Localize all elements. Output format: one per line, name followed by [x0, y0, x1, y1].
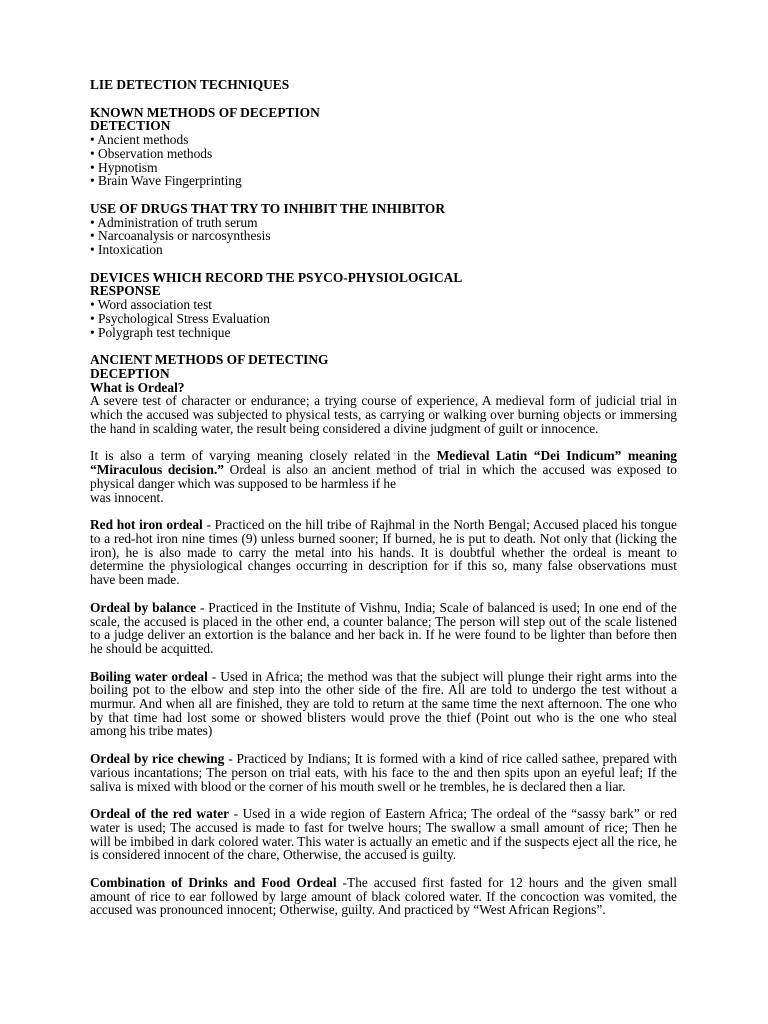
- medieval-latin-term: Medieval Latin “Dei Indicum” meaning “Miraculous decision.”: [90, 448, 677, 478]
- known-methods-section: [90, 106, 677, 188]
- list-item: • Polygraph test technique: [90, 324, 231, 340]
- list-item: • Hypnotism: [90, 159, 158, 175]
- list-item: • Intoxication: [90, 242, 163, 258]
- ancient-methods-heading-cont: DECEPTION: [90, 365, 170, 381]
- devices-heading-cont: RESPONSE: [90, 283, 161, 299]
- drugs-section: [90, 202, 677, 257]
- ordeal-description: - Practiced in the Institute of Vishnu, India; Scale of balanced is used; In one end of the scale, the accused is placed in the other end, a counter balance; The person will step out of the scale listened to a judge deliver an extortion is the balance and her back in. If he were found to be lighter than before then he should be acquitted.: [90, 599, 677, 656]
- ordeal-paragraph-red-hot-iron: [90, 518, 677, 587]
- list-item: • Administration of truth serum: [90, 214, 258, 230]
- ordeal-description: - Practiced by Indians; It is formed with a kind of rice called sathee, prepared with various incantations; The person on trial eats, with his face to the and then spits upon an eyeful leaf; If the saliva is mixed with blood or the corner of his mouth swell or he trembles, he is declared then a liar.: [90, 751, 677, 794]
- list-item: • Observation methods: [90, 145, 213, 161]
- ordeal-paragraph-rice-chewing: [90, 752, 677, 793]
- paragraph-text: Ordeal is also an ancient method of trial in which the accused was exposed to physical danger which was supposed to be harmless if he: [90, 462, 677, 491]
- ordeal-name: Red hot iron ordeal: [90, 517, 203, 533]
- medieval-latin-text: [90, 449, 677, 490]
- ordeal-name: Ordeal of the red water: [90, 806, 230, 822]
- ordeal-subheading: What is Ordeal?: [90, 379, 185, 395]
- known-methods-heading: KNOWN METHODS OF DECEPTION: [90, 104, 320, 120]
- ordeal-description: - Used in a wide region of Eastern Africa; The ordeal of the “sassy bark” or red water is used; The accused is made to fast for twelve hours; The swallow a small amount of rice; Then he will be imbibed in dark colored water. This water is actually an emetic and if the suspects eject all the rice, he is considered innocent of the chare, Otherwise, the accused is guilty.: [90, 806, 677, 863]
- paragraph-text: It is also a term of varying meaning closely related in the: [90, 448, 437, 464]
- devices-list: [90, 298, 677, 339]
- paragraph-last-line: was innocent.: [90, 489, 164, 505]
- drugs-list: [90, 216, 677, 257]
- ordeal-description: - Practiced on the hill tribe of Rajhmal in the North Bengal; Accused placed his tongue to a red-hot iron nine times (9) unless burned sooner; If burned, he is put to death. Not only that (licking the iron), he is also made to carry the metal into his hands. It is doubtful whether the ordeal is meant to determine the physiological changes occurring in description for if this so, many false observations must have been made.: [90, 517, 677, 588]
- ordeal-name: Ordeal by rice chewing: [90, 751, 225, 767]
- list-item: • Word association test: [90, 297, 212, 313]
- ordeal-paragraph-red-water: [90, 807, 677, 862]
- ordeal-definition-paragraph: A severe test of character or endurance; a trying course of experience, A medieval form of judicial trial in which the accused was subjected to physical tests, as carrying or walking over burning objects or immersing the hand in scalding water, the result being considered a divine judgment of guilt or innocence.: [90, 393, 677, 436]
- ancient-methods-section: [90, 353, 677, 435]
- list-item: • Brain Wave Fingerprinting: [90, 173, 242, 189]
- list-item: • Ancient methods: [90, 132, 189, 148]
- list-item: • Psychological Stress Evaluation: [90, 310, 270, 326]
- ordeal-paragraph-boiling-water: [90, 670, 677, 739]
- devices-section: [90, 271, 677, 340]
- list-item: • Narcoanalysis or narcosynthesis: [90, 228, 271, 244]
- medieval-latin-paragraph: [90, 449, 677, 504]
- ancient-methods-heading: ANCIENT METHODS OF DETECTING: [90, 352, 329, 368]
- document-title: LIE DETECTION TECHNIQUES: [90, 77, 290, 92]
- ordeal-paragraph-balance: [90, 601, 677, 656]
- known-methods-heading-cont: DETECTION: [90, 118, 171, 134]
- ordeal-name: Boiling water ordeal: [90, 668, 208, 684]
- document-body: [90, 78, 677, 931]
- ordeal-description: -The accused first fasted for 12 hours and the given small amount of rice to ear followed by large amount of black colored water. If the concoction was vomited, the accused was pronounced innocent; Otherwise, guilty. And practiced by “West African Regions”.: [90, 875, 677, 918]
- ordeal-name: Ordeal by balance: [90, 599, 197, 615]
- known-methods-list: [90, 133, 677, 188]
- ordeal-paragraph-drinks-food: [90, 876, 677, 917]
- drugs-heading: USE OF DRUGS THAT TRY TO INHIBIT THE INHIBITOR: [90, 200, 445, 216]
- devices-heading: DEVICES WHICH RECORD THE PSYCO-PHYSIOLOGICAL: [90, 269, 463, 285]
- ordeal-description: - Used in Africa; the method was that the subject will plunge their right arms into the boiling pot to the elbow and step into the other side of the fire. All are told to undergo the test without a murmur. And when all are finished, they are told to return at the same time the next afternoon. The one who by that time had lost some or showed blisters would prove the thief (Point out who is the one who steal among his tribe mates): [90, 668, 677, 739]
- ordeal-name: Combination of Drinks and Food Ordeal: [90, 875, 337, 891]
